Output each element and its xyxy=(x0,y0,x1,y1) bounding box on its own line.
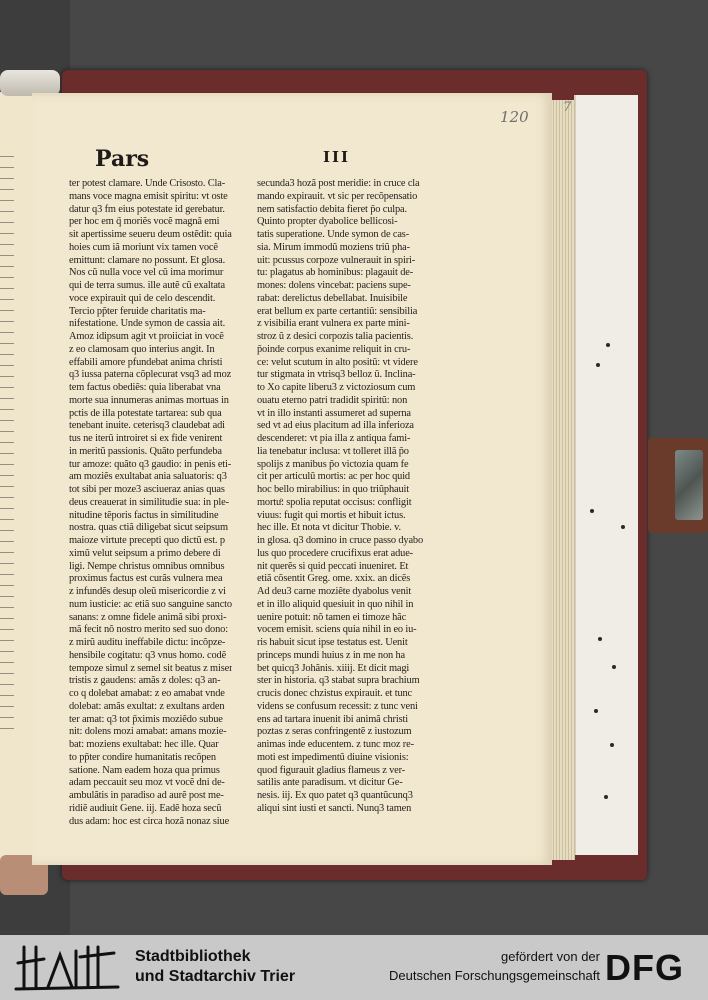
text-line: q3 iussa paterna cõplecurat vsq3 ad moz xyxy=(69,369,232,381)
text-line: vocem emisit. sciens quia nihil in eo iu- xyxy=(257,624,417,636)
institution-line2: und Stadtarchiv Trier xyxy=(135,968,296,985)
text-line: ster in historia. q3 stabat supra brachium xyxy=(257,675,420,687)
text-line: mortuͦ: spolia reputat occisus: confligit xyxy=(257,496,412,508)
text-line: dus adam: hoc est circa hozã nonaz siue xyxy=(69,815,230,827)
text-line: ximũ velut seipsum a primo debere di xyxy=(69,547,221,559)
text-line: nifestatione. Unde symon de cassia ait. xyxy=(69,318,226,330)
text-line: nem satisfactio debita fieret p̃o culpa. xyxy=(257,203,407,215)
text-line: secunda3 hozã post meridie: in cruce cla xyxy=(257,178,420,189)
text-line: princeps mundi huius z in me non ha xyxy=(257,649,405,661)
text-line: dolebat: amãs exultat: z exultans arden xyxy=(69,700,225,712)
text-line: tenebant inuite. ceterisq3 claudebat adi xyxy=(69,420,225,432)
text-line: tus ne iterũ introiret si ex fide venirent xyxy=(69,433,223,444)
text-line: mones: dolens vincebat: paciens supe- xyxy=(257,280,411,291)
text-line: viuus: fugit qui mortis et hibuit ictus. xyxy=(257,509,406,521)
text-line: animas inde educentem. z tunc moz re- xyxy=(257,739,414,750)
text-line: hoc bello mirabilius: in quo triũphauit xyxy=(257,484,410,495)
text-line: nesis. iij. Ex quo patet q3 quantũcunq3 xyxy=(257,790,413,801)
institution-name xyxy=(135,947,295,987)
text-line: mans voce magna emisit spiritu: vt oste xyxy=(69,190,228,202)
text-line: crucis donec chzistus expirauit. et tunc xyxy=(257,688,412,699)
funding-line1: gefördert von der xyxy=(500,949,600,964)
text-line: sanans: z omne fidele animã sibi proxi- xyxy=(69,611,227,623)
text-line: tur stigmata in vtrisq3 belloz ũ. Inclina- xyxy=(257,369,416,381)
text-line: bet quicq3 Johãnis. xiiij. Et dicit magi xyxy=(257,662,410,674)
text-line: tristis z gaudens: amãs z doles: q3 an- xyxy=(69,675,221,687)
text-line: mã fecit nõ nostro merito sed suo dono: xyxy=(69,624,228,636)
text-line: to Xo capite liberu3 z victoziosum cum xyxy=(257,382,416,393)
library-logo-icon xyxy=(14,941,124,993)
text-line: videns se confusum recessit: z tunc veni xyxy=(257,700,418,712)
institution-line1: Stadtbibliothek xyxy=(135,948,251,965)
text-line: hensibile cogitatu: q3 vnus homo. codẽ xyxy=(69,649,227,661)
text-line: erat bellum ex parte certantiũ: sensibilia xyxy=(257,305,418,317)
text-line: z mirũ auditu ineffabile dictu: incõpze- xyxy=(69,637,226,648)
text-line: satione. Nam eadem hoza qua primus xyxy=(69,764,220,776)
text-line: deus creauerat in similitudie sua: in ple- xyxy=(69,496,229,508)
text-line: maioze virtute precepti quo dictũ est. p xyxy=(69,535,225,546)
text-line: moti est impedimentũ diuine visionis: xyxy=(257,751,409,763)
text-line: rabat: derelictus debellabat. Inuisibile xyxy=(257,292,408,304)
handwritten-mark: 7 xyxy=(563,100,572,115)
clasp-metal xyxy=(675,450,703,520)
text-line: ridiẽ audiuit Gene. iij. Eadẽ hoza secũ xyxy=(69,802,222,814)
footer-bar xyxy=(0,935,708,1000)
text-line: quod figurauit gladius flameus z ver- xyxy=(257,764,406,776)
text-line: p̃oinde corpus exanime reliquit in cru- xyxy=(257,343,411,355)
text-line: Amoz idipsum agit vt proiiciat in vocẽ xyxy=(69,331,224,342)
text-line: etiã cõsentit Greg. ome. xxix. an dicẽs xyxy=(257,573,411,585)
running-head-pars: Pars xyxy=(95,146,150,172)
text-line: per hoc em q̃ moriẽs vocẽ magnã emi xyxy=(69,216,220,228)
text-line: ris habuit sicut ipse testatus est. Uenit xyxy=(257,637,408,648)
text-line: ce: velut scutum in alto positũ: vt videre xyxy=(257,356,418,368)
text-line: ambulãtis in paradiso ad aurẽ post me- xyxy=(69,790,224,801)
text-line: to pp̃ter condire humanitatis recõpen xyxy=(69,751,216,763)
inner-cover-board xyxy=(574,95,638,855)
text-line: stroz ũ z desici corpozis talia pacientis. xyxy=(257,331,414,342)
text-line: z visibilia erant vulnera ex parte mini- xyxy=(257,318,410,330)
text-line: qui de terra sumus. ille autẽ cũ exaltata xyxy=(69,280,225,291)
left-page-text-strip xyxy=(0,150,14,730)
text-line: Ad deu3 carne moziẽte dyabolus venit xyxy=(257,586,412,597)
text-line: sia. Mirum immodũ moziens triũ pha- xyxy=(257,241,410,253)
text-line: sed vt ad eius placitum ad illa inferioza xyxy=(257,420,414,432)
text-line: ligi. Nempe christus omnibus omnibus xyxy=(69,560,225,572)
text-line: lus quo procedere crucifixus erat adue- xyxy=(257,547,413,559)
text-line: co q dolebat amabat: z eo amabat vnde xyxy=(69,688,225,699)
text-line: in meritũ passionis. Quãto perfundeba xyxy=(69,445,222,457)
text-line: hoies cum iã moriunt vix tamen vocẽ xyxy=(69,241,218,253)
text-line: et in illo aliquid quesiuit in quo nihil in xyxy=(257,598,414,610)
text-line: uit: pcussus corpoze vulnerauit in spiri- xyxy=(257,254,416,266)
text-line: z eo clamosam quo interius angit. In xyxy=(69,343,215,355)
text-line: Tercio pp̃ter feruide charitatis ma- xyxy=(69,305,206,317)
text-line: Nos cũ nulla voce vel cũ ima morimur xyxy=(69,267,224,279)
text-line: morte sua innumeras animas mortuas in xyxy=(69,394,229,406)
text-line: z infundẽs desup oleũ misericordie z vi xyxy=(69,586,226,597)
text-line: voce expirauit qui de celo descendit. xyxy=(69,292,216,304)
text-line: vt in illo instanti assumeret ad superna xyxy=(257,407,411,419)
text-line: descenderet: vt pia illa z antiqua fami- xyxy=(257,433,411,444)
text-line: ter amat: q3 tot p̃ximis moziẽdo subue xyxy=(69,713,223,725)
text-line: cit per articulũ mortis: ac per hoc quid xyxy=(257,471,410,483)
text-line: tem factus obediẽs: quia liberabat vna xyxy=(69,382,221,393)
text-line: nostra. quas ctiã diligebat sicut seipsum xyxy=(69,522,228,534)
dfg-logo: DFG xyxy=(605,947,684,988)
text-line: Quinto propter dyabolice bellicosi- xyxy=(257,216,398,228)
text-line: datur q3 fm eius potestate id gerebatur. xyxy=(69,203,225,215)
text-line: proximus factus est curãs vulnera mea xyxy=(69,573,223,585)
text-line: sit apertissime seueru deum ostẽdit: quia xyxy=(69,229,232,240)
text-line: tempoze simul z semel sit beatus z miser xyxy=(69,662,233,674)
text-line: emittunt: clamare no possunt. Et glosa. xyxy=(69,254,226,266)
text-line: ter potest clamare. Unde Crisosto. Cla- xyxy=(69,178,226,189)
text-line: nitudine tẽporis factus in similitudine xyxy=(69,509,219,521)
text-line: am moziẽs exultabat ania saluatoris: q3 xyxy=(69,471,227,483)
text-line: lia tenebatur inclusa: vt tolleret illã p̃o xyxy=(257,445,409,457)
text-line: satilis ante paradisum. vt dicitur Ge- xyxy=(257,777,403,789)
text-line: mando expirauit. vt sic per recõpensatio xyxy=(257,190,418,202)
funding-note xyxy=(360,947,600,985)
text-line: ouatu eterno patri tradidit spiritũ: non xyxy=(257,394,408,406)
text-line: ens ad tartara inuenit ibi animã christi xyxy=(257,713,408,725)
text-column-left xyxy=(69,178,232,828)
text-line: bat: moziens exultabat: hec ille. Quar xyxy=(69,739,219,750)
text-line: hec ille. Et nota vt dicitur Thobie. v. xyxy=(257,522,401,534)
text-line: spolijs z manibus p̃o victozia quam fe xyxy=(257,458,409,470)
text-line: nit querẽs si quid peccati inueniret. Et xyxy=(257,560,409,572)
text-line: poztas z seras confringentẽ z iustozum xyxy=(257,726,412,738)
text-line: nit: dolens mozi amabat: amans mozie- xyxy=(69,726,227,738)
text-line: tu: plagatus ab hominibus: plagauit de- xyxy=(257,267,414,279)
text-line: tot sibi per moze3 asciueraz anias quas xyxy=(69,484,225,495)
text-line: adam peccauit seu moz vt vocẽ dni de- xyxy=(69,777,225,789)
text-line: effabili amore pfundebat anima christi xyxy=(69,356,223,368)
text-line: pctis de illa potestate tartarea: sub qua xyxy=(69,407,222,419)
funding-line2: Deutschen Forschungsgemeinschaft xyxy=(388,968,600,983)
running-head-number: III xyxy=(323,148,351,166)
text-column-right xyxy=(257,178,423,816)
handwritten-folio-number: 120 xyxy=(500,108,529,126)
text-line: tur amoze: quãto q3 gaudio: in penis eti- xyxy=(69,458,232,470)
text-line: in glosa. q3 domino in cruce passo dyabo xyxy=(257,535,423,546)
text-line: aliqui sint iusti et sancti. Nunq3 tamen xyxy=(257,802,412,814)
text-line: tatis superatione. Unde symon de cas- xyxy=(257,229,409,240)
text-line: num iusticie: ac etiã suo sanguine sancto xyxy=(69,598,232,610)
text-line: uenire potuit: nõ tamen ei timoze hãc xyxy=(257,611,407,623)
